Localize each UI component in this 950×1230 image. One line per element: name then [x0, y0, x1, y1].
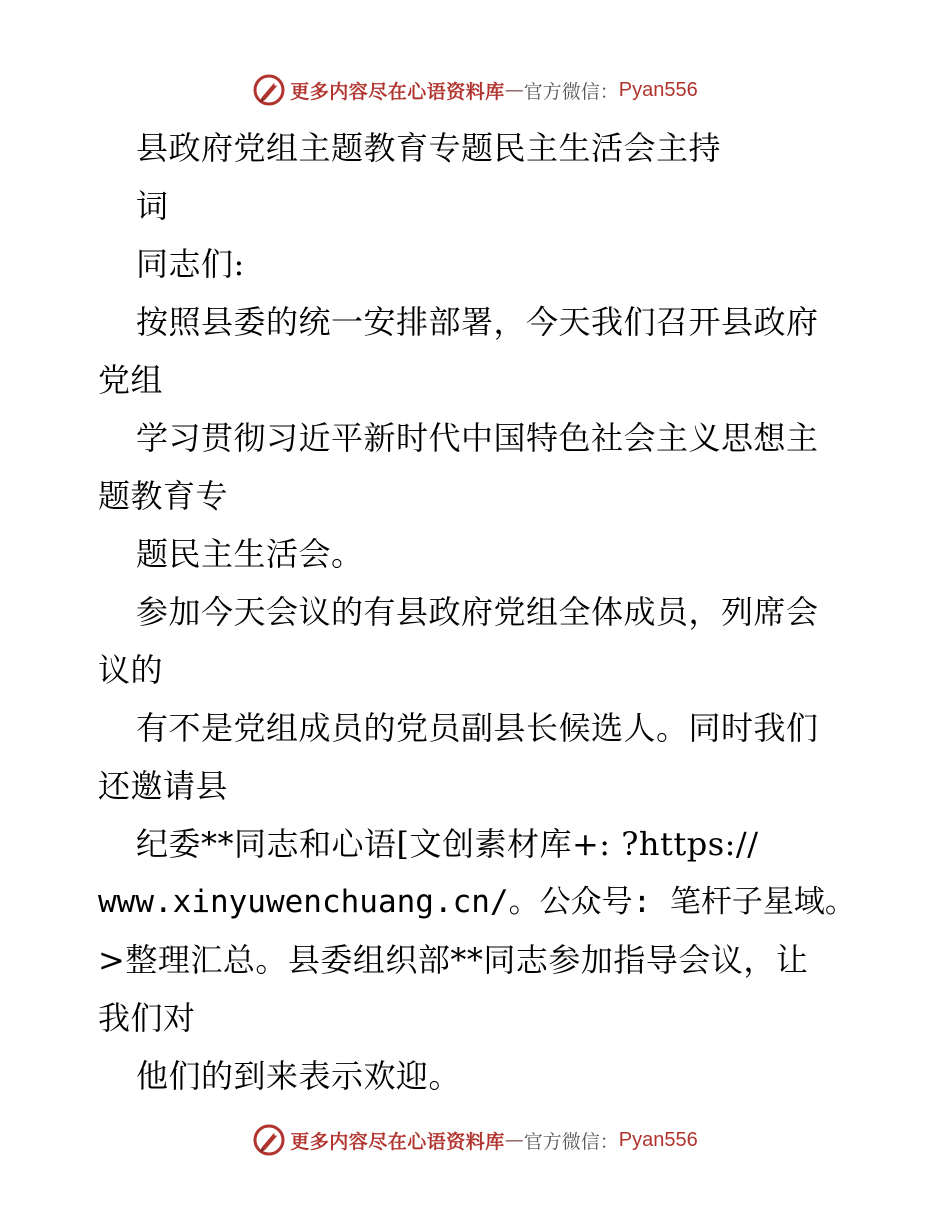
paragraph-line: 按照县委的统一安排部署，今天我们召开县政府	[136, 303, 819, 341]
watermark-wechat-label: 官方微信：	[523, 80, 619, 103]
paragraph-line: 纪委**同志和心语[文创素材库+: ?https://	[136, 825, 759, 863]
document-title-line-2: 词	[136, 187, 169, 225]
paragraph-line: 题教育专	[98, 477, 229, 515]
watermark-wechat-id: Pyan556	[618, 78, 698, 101]
watermark-wechat-label: 官方微信：	[523, 1130, 619, 1153]
paragraph-line: 有不是党组成员的党员副县长候选人。同时我们	[136, 709, 819, 747]
document-title-line-1: 县政府党组主题教育专题民主生活会主持	[136, 129, 722, 167]
paragraph-line: 还邀请县	[98, 767, 229, 805]
watermark-brand: 更多内容尽在心语资料库	[290, 80, 505, 103]
watermark-separator: —	[504, 1129, 524, 1151]
watermark-separator: —	[504, 79, 524, 101]
paragraph-line: 党组	[98, 361, 164, 399]
pen-logo-icon	[252, 1123, 286, 1157]
salutation: 同志们:	[136, 245, 245, 283]
paragraph-line: 他们的到来表示欢迎。	[136, 1057, 462, 1095]
paragraph-line-url: www.xinyuwenchuang.cn/。公众号: 笔杆子星域。	[98, 884, 856, 920]
document-body	[98, 119, 858, 1105]
footer-watermark	[0, 1120, 950, 1160]
paragraph-line: 议的	[98, 651, 164, 689]
paragraph-line: 我们对	[98, 999, 196, 1037]
header-watermark	[0, 70, 950, 110]
paragraph-line: 学习贯彻习近平新时代中国特色社会主义思想主	[136, 419, 819, 457]
watermark-brand: 更多内容尽在心语资料库	[290, 1130, 505, 1153]
pen-logo-icon	[252, 73, 286, 107]
paragraph-line: 参加今天会议的有县政府党组全体成员，列席会	[136, 593, 819, 631]
watermark-wechat-id: Pyan556	[618, 1128, 698, 1151]
paragraph-line: 题民主生活会。	[136, 535, 364, 573]
paragraph-line: >整理汇总。县委组织部**同志参加指导会议，让	[98, 941, 809, 979]
